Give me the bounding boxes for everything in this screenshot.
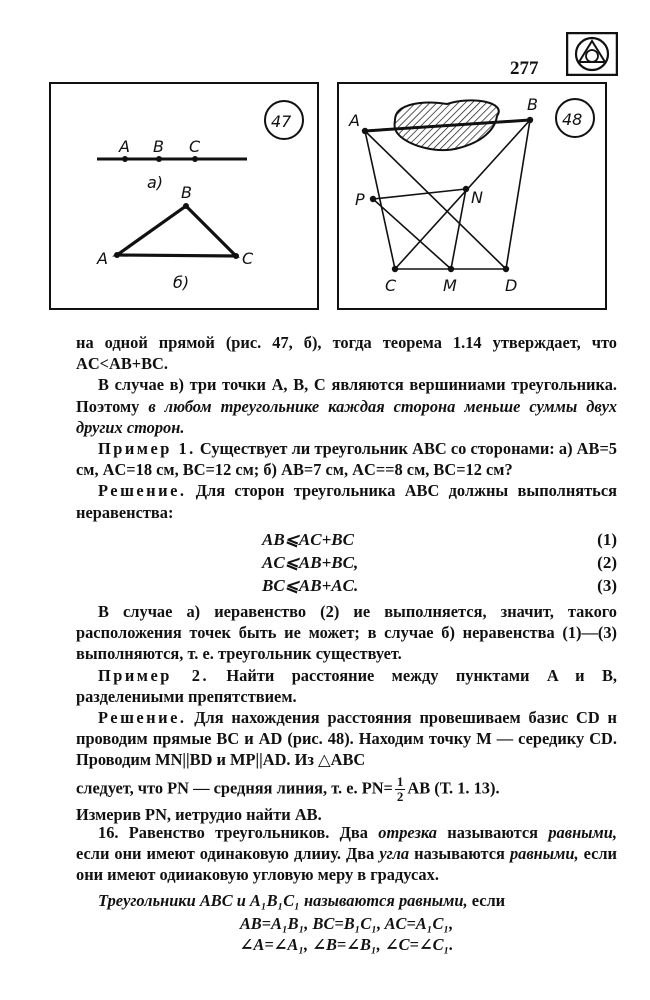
example-2: Пример 2. Найти расстояние между пунктами A и B, разделениыми препятствием.: [76, 665, 617, 706]
fraction-one-half: $\frac{1}{2}$: [396, 773, 404, 804]
figure-47: [49, 82, 319, 310]
page-number: 277: [510, 58, 539, 79]
inequality-3: BC⩽AB+AC. (3): [262, 576, 617, 595]
fig48-label-m: M: [443, 276, 457, 295]
solution-1: Решение. Для сторон треугольника ABC должны выполняться неравенства:: [76, 481, 617, 522]
fig47-tri-c: C: [242, 249, 254, 268]
fig48-label-d: D: [505, 276, 518, 295]
paragraph-2: В случае в) три точки A, B, C являются вершиниами треугольника. Поэтому в любом треугольнике каждая сторона меньше суммы двух других сторон.: [76, 375, 617, 437]
figure-48-number: 48: [562, 110, 583, 129]
fig47-label-b: B: [153, 137, 164, 156]
paragraph-5: Измерив PN, иетрудио найти AB.: [76, 804, 322, 824]
paragraph-1: на одной прямой (рис. 47, б), тогда теорема 1.14 утверждает, что AC<AB+BC.: [76, 333, 617, 374]
paragraph-3: В случае а) иеравенство (2) ие выполняется, значит, такого расположения точек быть ие может; в случае б) неравенства (1)—(3) выполняются, т. е. треугольник существует.: [76, 602, 617, 664]
figure-47-number: 47: [271, 112, 292, 131]
chapter-logo-icon: [566, 32, 618, 76]
section-16: [76, 822, 617, 955]
fig48-label-b: B: [527, 95, 538, 114]
fig48-label-a: A: [349, 111, 360, 130]
fig48-label-c: C: [385, 276, 397, 295]
paragraph-4: следует, что PN — средняя линия, т. е. PN= $\frac{1}{2}$ AB (Т. 1. 13).: [76, 773, 500, 804]
figure-48: [337, 82, 607, 310]
fig48-label-p: P: [355, 190, 365, 209]
example-1: Пример 1. Существует ли треугольник ABC со сторонами: а) AB=5 см, AC=18 см, BC=12 см; б) AB=7 см, AC==8 см, BC=12 см?: [76, 439, 617, 480]
inequality-2: AC⩽AB+BC, (2): [262, 553, 617, 572]
fig48-label-n: N: [471, 188, 483, 207]
fig47-caption-a: а): [147, 173, 164, 192]
inequality-1: AB⩽AC+BC (1): [262, 530, 617, 549]
fig47-caption-b: б): [173, 273, 190, 292]
text-block-2: [76, 601, 617, 825]
text-block-1: [76, 332, 617, 523]
solution-2: Решение. Для нахождения расстояния провешиваем базис CD н проводим прямые BC и AD (рис. 48). Находим точку M — середику CD. Проводим MN||BD и MP||AD. Из △ABC: [76, 708, 617, 770]
definition-paragraph: Треугольники ABC и A₁B₁C₁ называются равными, если: [98, 890, 506, 910]
definition-line-1: AB=A₁B₁, BC=B₁C₁, AC=A₁C₁,: [239, 913, 454, 933]
fig47-label-c: C: [189, 137, 201, 156]
fig47-label-a: A: [119, 137, 130, 156]
fig47-tri-a: A: [97, 249, 108, 268]
section-16-paragraph: 16. Равенство треугольников. Два отрезка называются равными, если они имеют одинаковую длииу. Два угла называются равными, если они имеют одииаковую угловую меру в градусах.: [76, 823, 617, 885]
definition-line-2: ∠A=∠A₁, ∠B=∠B₁, ∠C=∠C₁.: [239, 935, 454, 955]
fig47-tri-b: B: [181, 183, 192, 202]
